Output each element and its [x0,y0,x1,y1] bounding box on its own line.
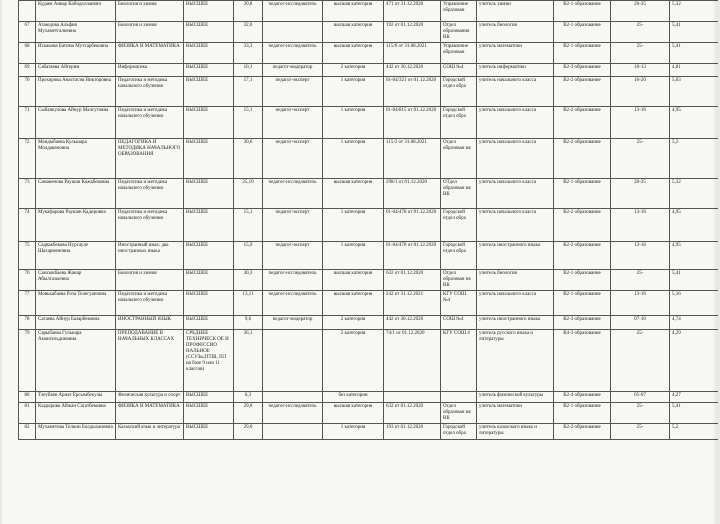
cell-coef: 5,41 [670,403,719,424]
cell-edu: ВЫСШЕЕ [184,179,234,209]
cell-spec: Биология и химия [116,270,184,291]
cell-spec: Физическая культура и спорт [116,392,184,403]
cell-edu: ВЫСШЕЕ [184,64,234,77]
cell-hours: 05-07 [611,392,670,403]
cell-coef: 4,81 [670,64,719,77]
cell-hours: 25- [611,43,670,64]
cell-hours: 25- [611,270,670,291]
cell-cert: 74/1 от 01.12.2020 [384,330,441,392]
scanned-page [2,0,718,524]
cell-spec: Педагогика и методика начального обучения [116,77,184,107]
cell-num: 69 [19,64,36,77]
cell-name: Садвакбекова Нурсауле Шахарменовна [36,242,116,270]
cell-cat: 2 категория [323,316,384,330]
cell-org: КГУ СОШ 4 [441,330,477,392]
cell-cat: 1 категория [323,107,384,139]
cell-cat: 1 категория [323,424,384,440]
cell-coef: 4,74 [670,316,719,330]
cell-edu: ВЫСШЕЕ [184,107,234,139]
cell-num: 73 [19,179,36,209]
cell-exp: 32,0 [234,22,263,43]
cell-role: педагог-исследователь [263,1,323,22]
table-row [19,392,719,403]
cell-coef: 5,03 [670,77,719,107]
cell-hours: 25- [611,403,670,424]
cell-exp: 20,8 [234,1,263,22]
cell-cert: 01-04/478 от 01.12.2020 [384,242,441,270]
cell-role: педагог-исследователь [263,43,323,64]
cell-edu: ВЫСШЕЕ [184,139,234,179]
cell-exp: 9,6 [234,316,263,330]
table-row [19,316,719,330]
cell-hours: 25- [611,330,670,392]
cell-name: Сыбанкулова Айнур Малгутовна [36,107,116,139]
cell-edu: ВЫСШЕЕ [184,316,234,330]
cell-pos: учитель казахского языка и литературы [477,424,554,440]
cell-name: Кыдырова Айжан Сагатбековна [36,403,116,424]
cell-exp: 13,11 [234,291,263,316]
cell-name: Мовькабаева Роза Толегуановна [36,291,116,316]
cell-cat: высшая категория [323,179,384,209]
cell-coef: 5,2 [670,139,719,179]
cell-org: СОШ №4 [441,64,477,77]
cell-num [19,1,36,22]
table-row [19,424,719,440]
cell-hours: 13-16 [611,107,670,139]
cell-hours: 07-10 [611,316,670,330]
cell-hours: 13-16 [611,242,670,270]
cell-coef: 4,95 [670,209,719,242]
cell-exp: 36,1 [234,330,263,392]
cell-cat: высшая категория [323,1,384,22]
cell-exp: 33,3 [234,43,263,64]
cell-num: 81 [19,403,36,424]
cell-num: 67 [19,22,36,43]
cell-coef: 4,27 [670,392,719,403]
cell-coef: 4,29 [670,330,719,392]
cell-edu: ВЫСШЕЕ [184,270,234,291]
cell-spec: ИНОСТРАННЫЙ ЯЗЫК [116,316,184,330]
cell-num: 68 [19,43,36,64]
table-row [19,139,719,179]
cell-band: В2-1 образование [554,43,611,64]
table-row [19,179,719,209]
cell-org: Городской отдел обра [441,77,477,107]
cell-coef: 4,95 [670,107,719,139]
cell-name: Самакенова Раушан Кожабековна [36,179,116,209]
cell-edu: ВЫСШЕЕ [184,43,234,64]
cell-org: ОТдел образован ия ВК [441,179,477,209]
cell-role: педагог-исследователь [263,403,323,424]
cell-cat: 2 категория [323,330,384,392]
cell-role: педагог-модератор [263,316,323,330]
cell-cert: 442 от 30.12.2020 [384,64,441,77]
cell-pos: учитель начального класса [477,209,554,242]
cell-band: В2-2 образование [554,209,611,242]
table-row [19,77,719,107]
cell-pos: учитель иностранного языка [477,242,554,270]
cell-spec: Казахский язык и литература [116,424,184,440]
cell-spec: Иностранный язык: два иностранных языка [116,242,184,270]
cell-org: Отдел образован ия ВК [441,403,477,424]
cell-spec: ПРЕПОДАВАНИЕ В НАЧАЛЬНЫХ КЛАССАХ [116,330,184,392]
cell-org: Отдел образован ия [441,139,477,179]
table-row [19,107,719,139]
table-row [19,242,719,270]
cell-spec: Информатика [116,64,184,77]
cell-edu: ВЫСШЕЕ [184,1,234,22]
cell-exp: 30,3 [234,270,263,291]
cell-exp: 25,10 [234,179,263,209]
cell-org [441,392,477,403]
cell-pos: учитель химии [477,1,554,22]
cell-coef: 5,41 [670,43,719,64]
cell-cert: 193 от 01.12.2020 [384,424,441,440]
table-row [19,43,719,64]
table-row [19,64,719,77]
cell-role [263,330,323,392]
cell-num: 78 [19,316,36,330]
table-row [19,403,719,424]
cell-name: Мендыбаева Кульшара Молдакеновна [36,139,116,179]
cell-edu: ВЫСШЕЕ [184,209,234,242]
cell-org: Управление образован [441,1,477,22]
cell-num: 70 [19,77,36,107]
cell-coef: 5,41 [670,22,719,43]
cell-spec: Биология и химия [116,1,184,22]
cell-hours: 20-25 [611,1,670,22]
cell-hours: 13-16 [611,209,670,242]
cell-name: Кудаев Анвар Кабидоллаевич [36,1,116,22]
cell-org: Управление образован [441,43,477,64]
table-row [19,22,719,43]
cell-role: педагог-эксперт [263,77,323,107]
cell-hours: 13-16 [611,291,670,316]
cell-cat: 1 категория [323,139,384,179]
cell-cert: 632 от 01.12.2020 [384,403,441,424]
cell-cert: 115/6 от 31.08.2021 [384,43,441,64]
cell-cat: высшая категория [323,270,384,291]
cell-band: В2-1 образование [554,1,611,22]
cell-pos: учитель начального класса [477,139,554,179]
cell-edu: ВЫСШЕЕ [184,77,234,107]
cell-org: Городской отдел обра [441,209,477,242]
cell-band: В2-2 образование [554,77,611,107]
cell-num: 75 [19,242,36,270]
cell-role: педагог-эксперт [263,107,323,139]
cell-coef: 5,16 [670,291,719,316]
cell-spec: Педагогика и методика начального обучения [116,107,184,139]
cell-role: педагог-исследователь [263,179,323,209]
cell-name: Самсыкбаева Жанар Абылгазыевна [36,270,116,291]
cell-band: В2-2 образование [554,424,611,440]
cell-pos: учитель начального класса [477,77,554,107]
cell-spec: Педагогика и методика начального обучения [116,179,184,209]
cell-coef: 5,32 [670,1,719,22]
cell-cat: 1 категория [323,209,384,242]
cell-name: Сабатаева Айгерим [36,64,116,77]
cell-spec: ФИЗИКА И МАТЕМАТИКА [116,43,184,64]
cell-cat: высшая категория [323,43,384,64]
table-row [19,291,719,316]
cell-band: В2-4 образование [554,392,611,403]
cell-pos: учитель биологии [477,22,554,43]
cell-role: педагог-модератор [263,64,323,77]
cell-hours: 16-20 [611,77,670,107]
cell-hours: 10-13 [611,64,670,77]
cell-exp: 6,3 [234,392,263,403]
cell-edu: ВЫСШЕЕ [184,22,234,43]
cell-cert: 442 от 30.12.2020 [384,316,441,330]
cell-exp: 15,1 [234,107,263,139]
cell-name: Ахмедова Альфия Мухаметгалиевна [36,22,116,43]
cell-num: 79 [19,330,36,392]
cell-name: Сарыбаева Гульнара Амангельдиновна [36,330,116,392]
cell-coef: 5,2 [670,424,719,440]
cell-role: педагог-исследователь [263,291,323,316]
cell-exp: 17,1 [234,77,263,107]
cell-cat: без категории [323,392,384,403]
cell-num: 76 [19,270,36,291]
cell-num: 71 [19,107,36,139]
cell-band: В2-3 образование [554,64,611,77]
cell-name: Тлеубаев Арнат Ерсымбекулы [36,392,116,403]
staff-table-body [19,1,719,440]
cell-spec: Педагогика и методика начального обучения [116,209,184,242]
cell-band: В2-1 образование [554,22,611,43]
table-row [19,330,719,392]
cell-num: 82 [19,424,36,440]
cell-cert: 298/1 от 01.12.2020 [384,179,441,209]
cell-band: В2-1 образование [554,270,611,291]
cell-org: Городской отдел обра [441,107,477,139]
cell-pos: учитель физической культуры [477,392,554,403]
cell-pos: учитель математики [477,43,554,64]
cell-cert [384,392,441,403]
cell-band: В4-3 образование [554,330,611,392]
cell-cert: 471 от 31.12.2020 [384,1,441,22]
cell-exp: 10,1 [234,64,263,77]
cell-cert: 01-04/478 от 01.12.2020 [384,209,441,242]
cell-org: КГУ СОШ №4 [441,291,477,316]
cell-org: Отдел образован ия ВК [441,270,477,291]
cell-org: Отдел образования ВК [441,22,477,43]
cell-num: 72 [19,139,36,179]
cell-name: Мукафарова Раушан Кадировна [36,209,116,242]
cell-edu: ВЫСШЕЕ [184,392,234,403]
cell-pos: учитель начального класса [477,107,554,139]
cell-coef: 5,32 [670,179,719,209]
cell-cert: 01-04/321 от 01.12.2020 [384,77,441,107]
cell-org: СОШ №4 [441,316,477,330]
cell-band: В2-2 образование [554,107,611,139]
cell-role: педагог-эксперт [263,242,323,270]
table-row [19,270,719,291]
cell-role [263,424,323,440]
table-row [19,209,719,242]
cell-edu: ВЫСШЕЕ [184,291,234,316]
cell-pos: учитель математики [477,403,554,424]
cell-band: В2-1 образование [554,403,611,424]
cell-edu: ВЫСШЕЕ [184,424,234,440]
cell-cat: высшая категория [323,403,384,424]
cell-pos: учитель биологии [477,270,554,291]
cell-edu: ВЫСШЕЕ [184,403,234,424]
cell-role: педагог-эксперт [263,209,323,242]
cell-exp: 15,9 [234,242,263,270]
cell-spec: Педагогика и методика начального обучения [116,291,184,316]
cell-cat: высшая категория [323,291,384,316]
cell-exp: 15,1 [234,209,263,242]
cell-cat: 1 категория [323,242,384,270]
cell-spec: Биология и химия [116,22,184,43]
cell-cat: 1 категория [323,77,384,107]
cell-pos: учитель начального класса [477,291,554,316]
cell-org: Городской отдел обра [441,242,477,270]
cell-num: 80 [19,392,36,403]
cell-cert: 01-04/815 от 01.12.2020 [384,107,441,139]
cell-edu: СРЕДНЕЕ ТЕХНИЧЕСК ОЕ И ПРОФЕССИО НАЛЬНОЕ (ССУЗы,ПТШ, ПЛ на базе 9 или 11 классов) [184,330,234,392]
cell-pos: учитель русского языка и литературы [477,330,554,392]
staff-table [18,0,718,440]
cell-role: педагог-исследователь [263,270,323,291]
cell-org: Городской отдел обра [441,424,477,440]
cell-name: Прохорова Анастасия Викторовна [36,77,116,107]
cell-name: Мухаметова Толкин Болдыхановна [36,424,116,440]
cell-pos: учитель информатики [477,64,554,77]
cell-coef: 4,95 [670,242,719,270]
cell-role [263,392,323,403]
cell-band: В2-2 образование [554,242,611,270]
cell-hours: 25- [611,424,670,440]
cell-cat: 2 категория [323,64,384,77]
scan-edge-shadow [712,0,718,524]
cell-spec: ПЕДАГОГИКА И МЕТОДИКА НАЧАЛЬНОГО ОБРАЗОВАНИЯ [116,139,184,179]
cell-band: В2-2 образование [554,139,611,179]
cell-cert: 115/2 от 31.08.2021 [384,139,441,179]
cell-name: Сагаева Айнур Базарбековна [36,316,116,330]
cell-pos: учитель начального класса [477,179,554,209]
cell-hours: 25- [611,22,670,43]
cell-exp: 29,0 [234,403,263,424]
cell-cert: 192 от 01.12.2020 [384,22,441,43]
cell-name: Искакова Батима Мухтарбековна [36,43,116,64]
cell-exp: 30,6 [234,139,263,179]
cell-spec: ФИЗИКА И МАТЕМАТИКА [116,403,184,424]
cell-band: В2-1 образование [554,291,611,316]
cell-num: 74 [19,209,36,242]
table-row [19,1,719,22]
cell-num: 77 [19,291,36,316]
cell-hours: 25- [611,139,670,179]
cell-hours: 20-25 [611,179,670,209]
cell-role: педагог-эксперт [263,139,323,179]
cell-pos: учитель иностранного языка [477,316,554,330]
cell-cert: 242 от 31.12.2021 [384,291,441,316]
cell-coef: 5,41 [670,270,719,291]
cell-cat: высшая категория [323,22,384,43]
cell-exp: 29,0 [234,424,263,440]
cell-band: В2-1 образование [554,179,611,209]
cell-edu: ВЫСШЕЕ [184,242,234,270]
cell-band: В2-3 образование [554,316,611,330]
cell-cert: 632 от 01.12.2020 [384,270,441,291]
cell-role [263,22,323,43]
